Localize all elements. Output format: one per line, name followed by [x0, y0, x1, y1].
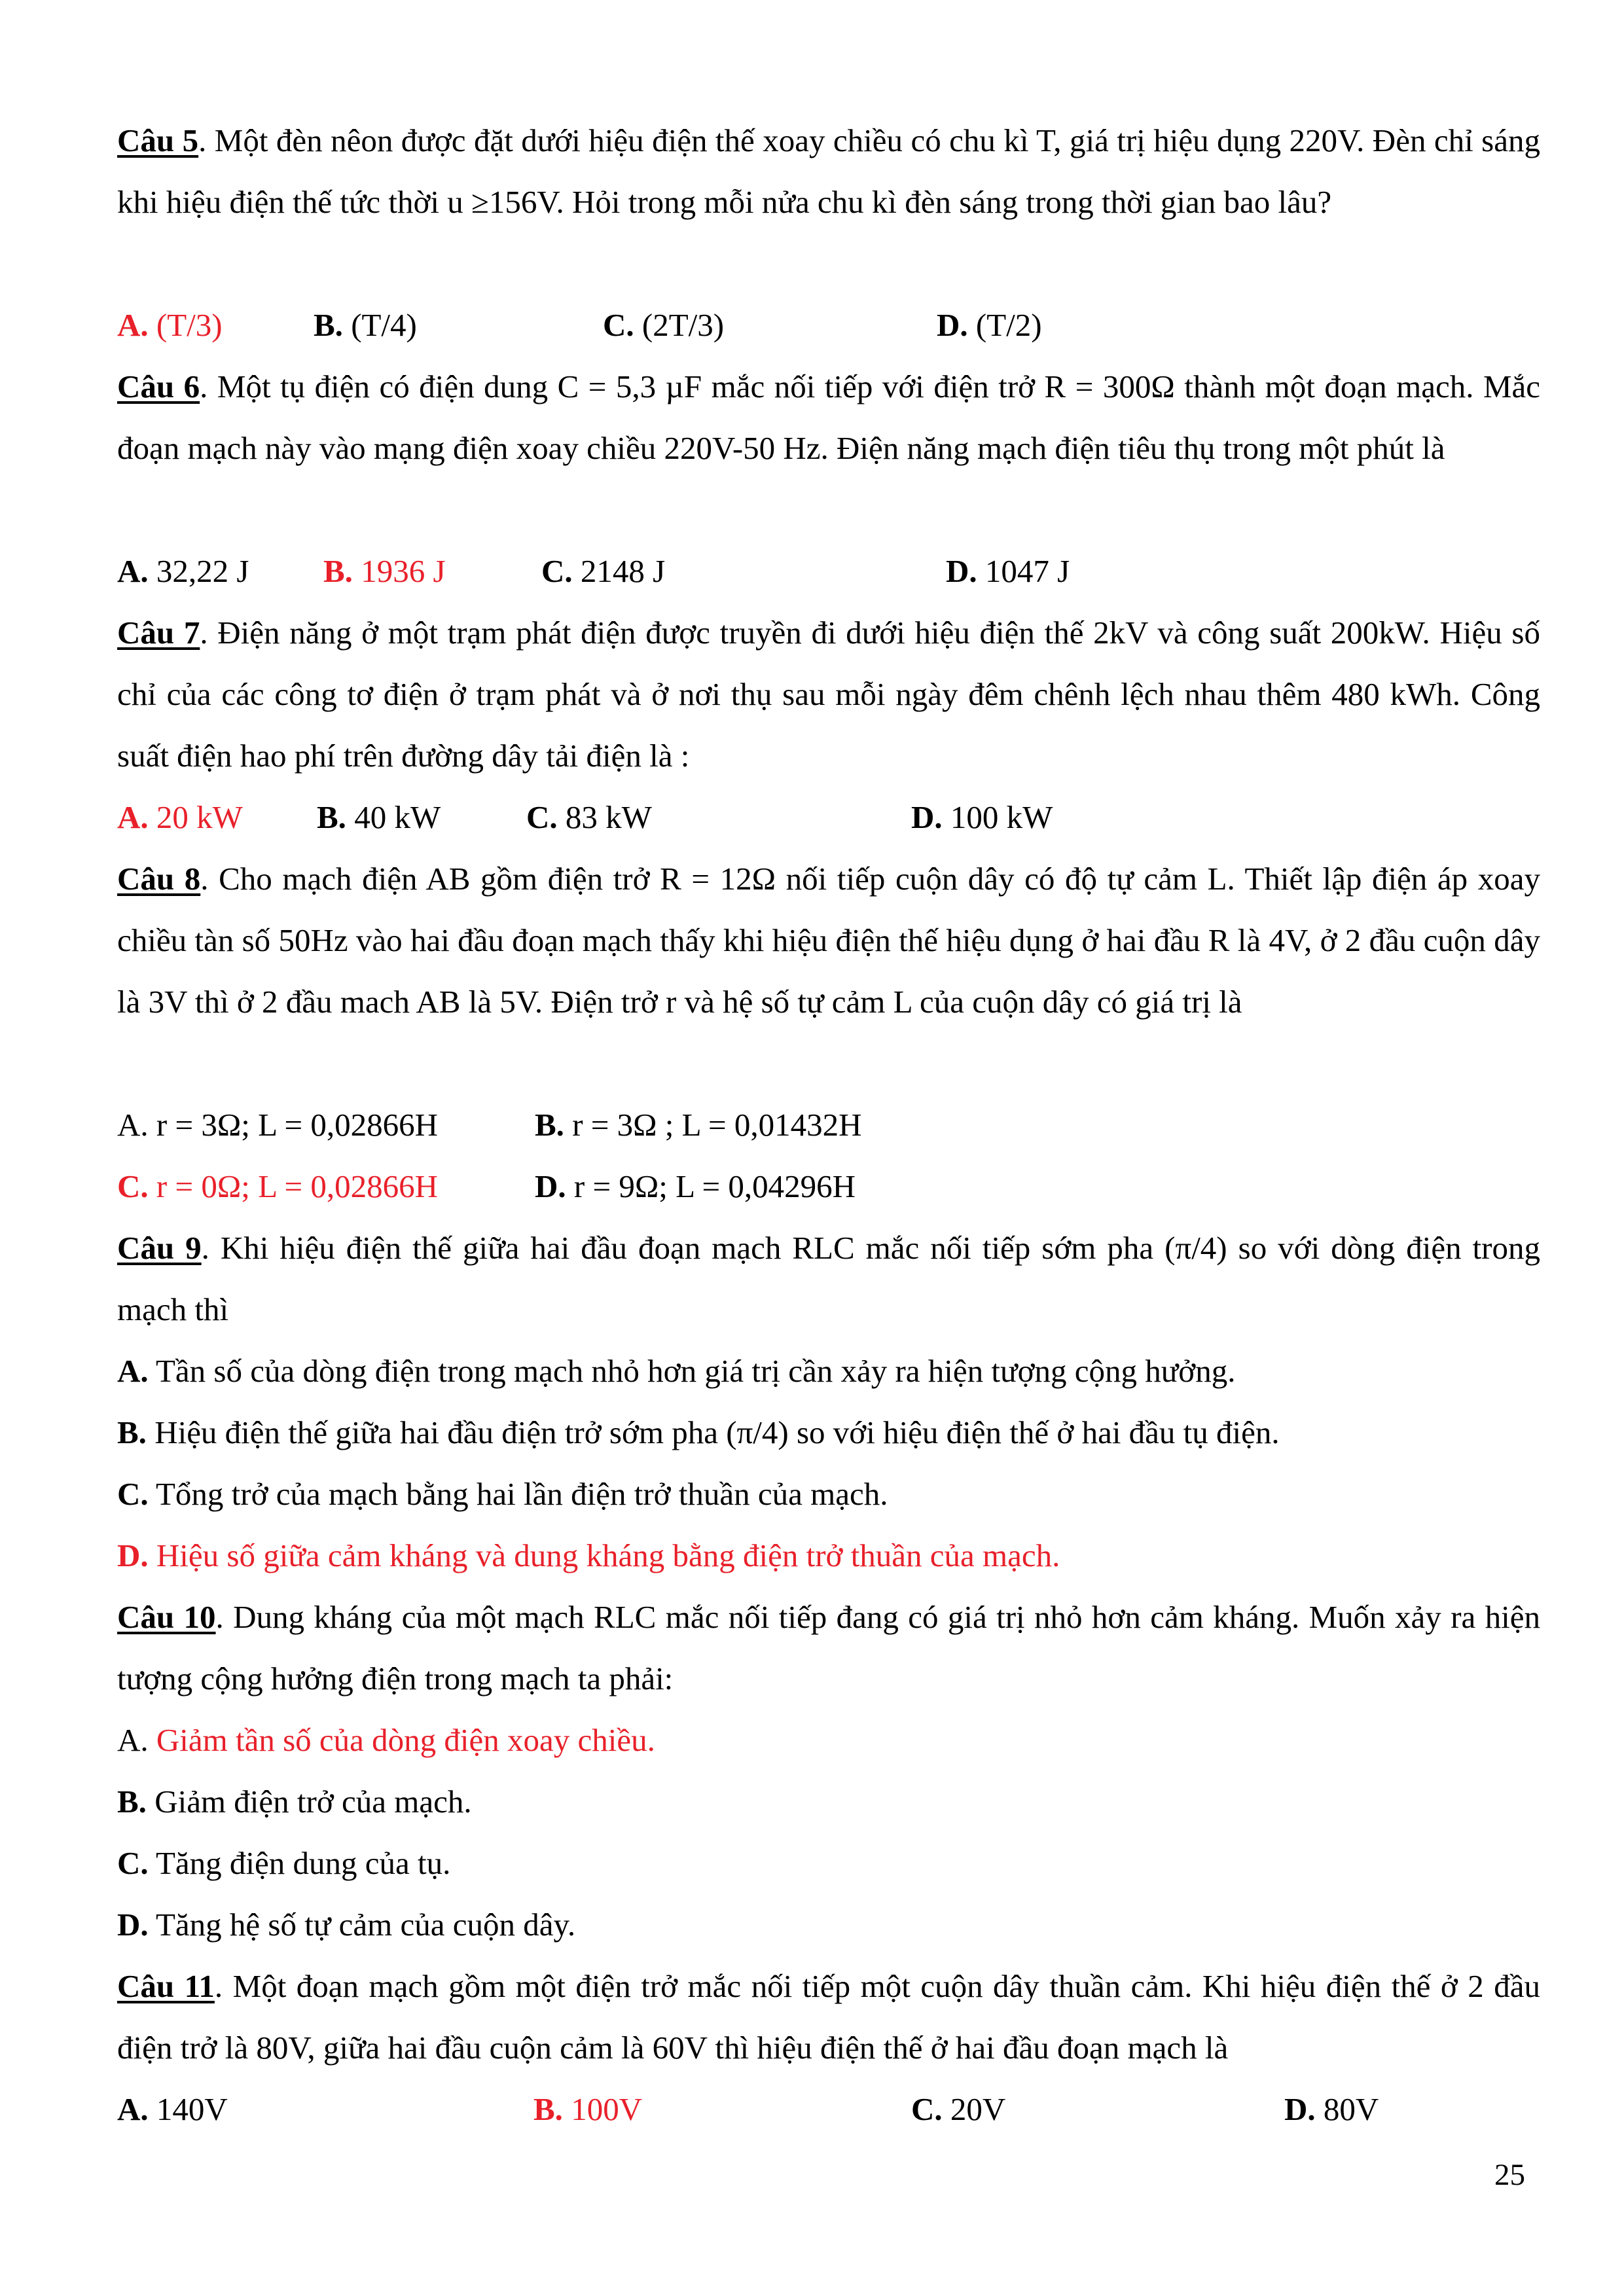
option-b: B. Giảm điện trở của mạch.: [117, 1784, 472, 1820]
option-d: D. Hiệu số giữa cảm kháng và dung kháng bằng điện trở thuần của mạch.: [117, 1537, 1060, 1573]
option-d: D. 100 kW: [911, 799, 1053, 835]
option-b: B. 40 kW: [317, 799, 441, 835]
option-a: A. 140V: [117, 2091, 228, 2127]
option-d: D. (T/2): [937, 307, 1042, 343]
option-a: A. Tần số của dòng điện trong mạch nhỏ hơn giá trị cần xảy ra hiện tượng cộng hưởng.: [117, 1353, 1236, 1389]
option-a: A. Giảm tần số của dòng điện xoay chiều.: [117, 1722, 655, 1758]
option-c: C. (2T/3): [603, 307, 725, 343]
option-d: D. Tăng hệ số tự cảm của cuộn dây.: [117, 1907, 576, 1943]
page-number: 25: [1494, 2158, 1525, 2192]
question-text: . Điện năng ở một trạm phát điện được truyền đi dưới hiệu điện thế 2kV và công suất 200kW. Hiệu số chỉ của các công tơ điện ở trạm phát và ở nơi thụ sau mỗi ngày đêm chênh lệch nhau thêm 480 kWh. Công suất điện hao phí trên đường dây tải điện là :: [117, 615, 1540, 774]
question-number: Câu 6: [117, 368, 200, 404]
option-c: C. Tổng trở của mạch bằng hai lần điện trở thuần của mạch.: [117, 1476, 888, 1512]
option-a: A. 32,22 J: [117, 553, 249, 589]
option-a: A. (T/3): [117, 307, 223, 343]
option-b: B. 100V: [533, 2091, 643, 2127]
option-b: B. 1936 J: [323, 553, 446, 589]
question-10-stem: [117, 1587, 1540, 1710]
option-c: C. 2148 J: [541, 553, 666, 589]
question-text: . Dung kháng của một mạch RLC mắc nối tiếp đang có giá trị nhỏ hơn cảm kháng. Muốn xảy ra hiện tượng cộng hưởng điện trong mạch ta phải:: [117, 1599, 1541, 1696]
question-text: . Một tụ điện có điện dung C = 5,3 µF mắc nối tiếp với điện trở R = 300Ω thành một đoạn mạch. Mắc đoạn mạch này vào mạng điện xoay chiều 220V-50 Hz. Điện năng mạch điện tiêu thụ trong một phút là: [117, 368, 1541, 466]
option-d: D. r = 9Ω; L = 0,04296H: [535, 1168, 856, 1204]
question-number: Câu 10: [117, 1599, 216, 1635]
option-b: B. (T/4): [314, 307, 417, 343]
question-7-stem: [117, 602, 1540, 787]
question-6-stem: [117, 356, 1540, 479]
question-number: Câu 5: [117, 122, 199, 158]
question-number: Câu 8: [117, 861, 201, 897]
question-text: . Khi hiệu điện thế giữa hai đầu đoạn mạch RLC mắc nối tiếp sớm pha (π/4) so với dòng điện trong mạch thì: [117, 1230, 1540, 1327]
option-c: C. Tăng điện dung của tụ.: [117, 1845, 451, 1881]
question-5-stem: [117, 110, 1540, 233]
option-c: C. 83 kW: [526, 799, 652, 835]
option-b: B. Hiệu điện thế giữa hai đầu điện trở sớm pha (π/4) so với hiệu điện thế ở hai đầu tụ điện.: [117, 1414, 1280, 1450]
question-text: . Một đèn nêon được đặt dưới hiệu điện thế xoay chiều có chu kì T, giá trị hiệu dụng 220V. Đèn chỉ sáng khi hiệu điện thế tức thời u ≥156V. Hỏi trong mỗi nửa chu kì đèn sáng trong thời gian bao lâu?: [117, 122, 1541, 220]
question-number: Câu 9: [117, 1230, 202, 1266]
question-number: Câu 11: [117, 1968, 215, 2004]
question-11-stem: [117, 1956, 1540, 2079]
option-d: D. 1047 J: [946, 553, 1070, 589]
option-a: A. 20 kW: [117, 799, 243, 835]
question-text: . Cho mạch điện AB gồm điện trở R = 12Ω nối tiếp cuộn dây có độ tự cảm L. Thiết lập điện áp xoay chiều tàn số 50Hz vào hai đầu đoạn mạch thấy khi hiệu điện thế hiệu dụng ở hai đầu R là 4V, ở 2 đầu cuộn dây là 3V thì ở 2 đầu mach AB là 5V. Điện trở r và hệ số tự cảm L của cuộn dây có giá trị là: [117, 861, 1540, 1020]
question-8-stem: [117, 848, 1540, 1033]
option-c: C. r = 0Ω; L = 0,02866H: [117, 1168, 439, 1204]
question-number: Câu 7: [117, 615, 200, 651]
option-b: B. r = 3Ω ; L = 0,01432H: [535, 1107, 862, 1143]
option-c: C. 20V: [911, 2091, 1006, 2127]
option-d: D. 80V: [1284, 2091, 1379, 2127]
question-text: . Một đoạn mạch gồm một điện trở mắc nối tiếp một cuộn dây thuần cảm. Khi hiệu điện thế ở 2 đầu điện trở là 80V, giữa hai đầu cuộn cảm là 60V thì hiệu điện thế ở hai đầu đoạn mạch là: [117, 1968, 1540, 2066]
question-9-stem: [117, 1217, 1540, 1340]
option-a: A. r = 3Ω; L = 0,02866H: [117, 1107, 439, 1143]
